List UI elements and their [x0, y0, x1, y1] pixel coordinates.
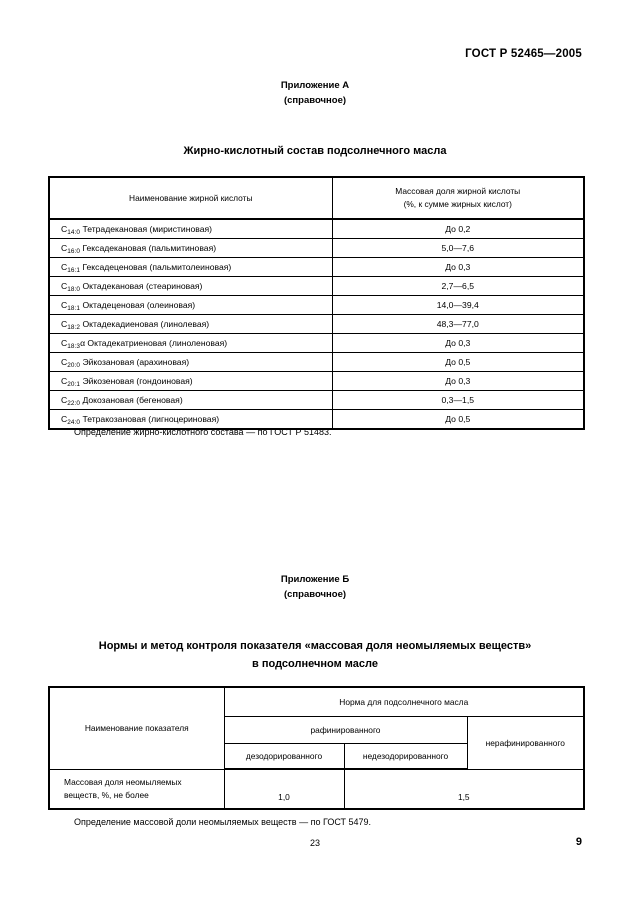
fatty-acid-subscript: 18:0	[67, 286, 81, 293]
appendix-a-label: Приложение А	[280, 80, 350, 91]
fatty-acid-symbol: C	[61, 357, 68, 367]
appendix-b-title-line2: в подсолнечном масле	[252, 658, 378, 670]
fatty-acid-isomer: α	[80, 338, 86, 348]
table-row	[49, 258, 584, 277]
header-norm-group: Норма для подсолнечного масла	[224, 687, 584, 717]
appendix-b-title	[0, 637, 630, 673]
table-row	[49, 334, 584, 353]
row-label-line2: веществ, %, не более	[64, 789, 149, 800]
appendix-b-note: Определение массовой доли неомыляемых веществ — по ГОСТ 5479.	[74, 817, 372, 827]
fatty-acid-label: Гексадекановая (пальмитиновая)	[80, 243, 217, 253]
row-label-line1: Массовая доля неомыляемых	[64, 776, 182, 787]
fatty-acid-composition-table	[48, 176, 585, 430]
table-row	[49, 769, 584, 809]
fatty-acid-subscript: 18:2	[67, 324, 81, 331]
fatty-acid-subscript: 16:1	[67, 267, 81, 274]
fatty-acid-symbol: C	[61, 319, 68, 329]
cell-fatty-acid-name	[49, 219, 332, 239]
appendix-a-title: Жирно-кислотный состав подсолнечного масла	[183, 145, 447, 157]
fatty-acid-label: Докозановая (бегеновая)	[80, 395, 183, 405]
cell-mass-fraction: До 0,5	[332, 353, 584, 372]
header-mass-fraction	[332, 177, 584, 219]
fatty-acid-subscript: 22:0	[67, 400, 81, 407]
cell-mass-fraction: До 0,3	[332, 334, 584, 353]
fatty-acid-subscript: 18:1	[67, 305, 81, 312]
table-row	[49, 391, 584, 410]
table-row	[49, 315, 584, 334]
cell-mass-fraction: До 0,5	[332, 410, 584, 430]
table-row	[49, 372, 584, 391]
appendix-a-kind: (справочное)	[283, 95, 347, 106]
fatty-acid-subscript: 20:0	[67, 362, 81, 369]
fatty-acid-symbol: C	[61, 281, 68, 291]
cell-fatty-acid-name	[49, 334, 332, 353]
fatty-acid-rows	[49, 219, 584, 429]
page-number-right: 9	[575, 836, 582, 848]
cell-fatty-acid-name	[49, 296, 332, 315]
table-row	[49, 277, 584, 296]
cell-mass-fraction: До 0,3	[332, 258, 584, 277]
appendix-b-label: Приложение Б	[280, 574, 350, 585]
fatty-acid-symbol: C	[61, 300, 68, 310]
row-label-unsaponifiable	[49, 769, 224, 809]
fatty-acid-label: Гексадеценовая (пальмитолеиновая)	[80, 262, 232, 272]
fatty-acid-symbol: C	[61, 395, 68, 405]
header-fatty-acid-name: Наименование жирной кислоты	[49, 177, 332, 219]
appendix-a-note: Определение жирно-кислотного состава — по ГОСТ Р 51483.	[74, 427, 332, 437]
header-unrefined: нерафинированного	[467, 717, 584, 770]
cell-value-rest: 1,5	[344, 769, 584, 809]
fatty-acid-symbol: C	[61, 224, 68, 234]
fatty-acid-subscript: 24:0	[67, 419, 81, 426]
fatty-acid-subscript: 16:0	[67, 248, 81, 255]
fatty-acid-subscript: 20:1	[67, 381, 81, 388]
appendix-b-caption	[0, 572, 630, 602]
cell-fatty-acid-name	[49, 315, 332, 334]
appendix-b-kind: (справочное)	[283, 589, 347, 600]
cell-fatty-acid-name	[49, 277, 332, 296]
fatty-acid-label: Октадеценовая (олеиновая)	[80, 300, 196, 310]
cell-mass-fraction: 0,3—1,5	[332, 391, 584, 410]
cell-mass-fraction: 48,3—77,0	[332, 315, 584, 334]
cell-mass-fraction: 2,7—6,5	[332, 277, 584, 296]
table-header-row	[49, 177, 584, 219]
document-standard-header: ГОСТ Р 52465—2005	[465, 48, 582, 60]
header-indicator-name: Наименование показателя	[49, 687, 224, 769]
cell-fatty-acid-name	[49, 353, 332, 372]
fatty-acid-symbol: C	[61, 414, 68, 424]
header-mass-fraction-line2: (%, к сумме жирных кислот)	[403, 199, 512, 209]
fatty-acid-label: Тетрадекановая (миристиновая)	[80, 224, 213, 234]
cell-value-deodorized: 1,0	[224, 769, 344, 809]
cell-mass-fraction: До 0,2	[332, 219, 584, 239]
fatty-acid-label: Октадекатриеновая (линоленовая)	[85, 338, 228, 348]
fatty-acid-symbol: C	[61, 338, 68, 348]
cell-mass-fraction: До 0,3	[332, 372, 584, 391]
fatty-acid-symbol: C	[61, 243, 68, 253]
fatty-acid-subscript: 18:3	[67, 343, 81, 350]
cell-mass-fraction: 5,0—7,6	[332, 239, 584, 258]
cell-fatty-acid-name	[49, 258, 332, 277]
cell-fatty-acid-name	[49, 391, 332, 410]
fatty-acid-symbol: C	[61, 376, 68, 386]
cell-fatty-acid-name	[49, 239, 332, 258]
cell-mass-fraction: 14,0—39,4	[332, 296, 584, 315]
header-deodorized: дезодорированного	[224, 744, 344, 770]
fatty-acid-label: Октадекановая (стеариновая)	[80, 281, 203, 291]
fatty-acid-label: Тетракозановая (лигноцериновая)	[80, 414, 220, 424]
header-non-deodorized: недезодорированного	[344, 744, 467, 770]
page-number-center: 23	[309, 838, 320, 848]
table-row	[49, 296, 584, 315]
fatty-acid-label: Октадекадиеновая (линолевая)	[80, 319, 210, 329]
header-mass-fraction-line1: Массовая доля жирной кислоты	[395, 186, 521, 196]
fatty-acid-symbol: C	[61, 262, 68, 272]
header-refined: рафинированного	[224, 717, 467, 744]
fatty-acid-label: Эйкозановая (арахиновая)	[80, 357, 190, 367]
fatty-acid-subscript: 14:0	[67, 229, 81, 236]
table-row	[49, 239, 584, 258]
cell-fatty-acid-name	[49, 372, 332, 391]
unsaponifiable-matter-table	[48, 686, 585, 810]
appendix-b-title-line1: Нормы и метод контроля показателя «массовая доля неомыляемых веществ»	[98, 640, 532, 652]
table-header-row-1	[49, 687, 584, 717]
table-row	[49, 353, 584, 372]
fatty-acid-label: Эйкозеновая (гондоиновая)	[80, 376, 193, 386]
appendix-a-caption	[0, 78, 630, 108]
table-row	[49, 219, 584, 239]
